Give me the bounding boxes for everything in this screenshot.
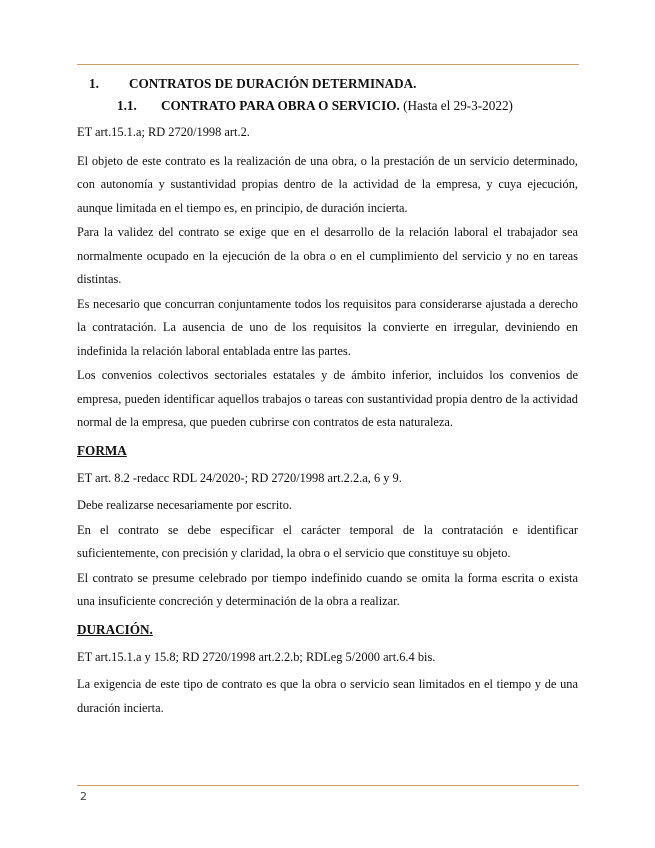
- heading-2-title: CONTRATO PARA OBRA O SERVICIO.: [161, 98, 400, 113]
- intro-reference: ET art.15.1.a; RD 2720/1998 art.2.: [77, 125, 250, 139]
- forma-paragraph-1: Debe realizarse necesariamente por escrito.: [77, 498, 292, 512]
- section-heading-duracion: DURACIÓN.: [77, 621, 153, 637]
- duracion-reference: ET art.15.1.a y 15.8; RD 2720/1998 art.2.2.b; RDLeg 5/2000 art.6.4 bis.: [77, 649, 436, 664]
- header-rule: [77, 64, 579, 65]
- heading-2-number: 1.1.: [117, 98, 137, 113]
- forma-reference: ET art. 8.2 -redacc RDL 24/2020-; RD 2720/1998 art.2.2.a, 6 y 9.: [77, 470, 402, 485]
- heading-1: [77, 73, 578, 95]
- forma-paragraph-3: El contrato se presume celebrado por tiempo indefinido cuando se omita la forma escrita o exista una insuficiente concreción y determinación de la obra a realizar.: [77, 570, 578, 608]
- heading-2-note: (Hasta el 29-3-2022): [399, 98, 513, 113]
- intro-paragraph-2: Para la validez del contrato se exige que en el desarrollo de la relación laboral el trabajador sea normalmente ocupado en la ejecución de la obra o en el cumplimiento del servicio y no en tareas distintas.: [77, 225, 578, 286]
- section-heading-forma: FORMA: [77, 442, 127, 458]
- intro-paragraph-3: Es necesario que concurran conjuntamente todos los requisitos para considerarse ajustada a derecho la contratación. La ausencia de uno de los requisitos la convierte en irregular, deviniendo en indefinida la relación laboral entablada entre las partes.: [77, 296, 578, 358]
- intro-paragraph-1: El objeto de este contrato es la realización de una obra, o la prestación de un servicio determinado, con autonomía y sustantividad propias dentro de la actividad de la empresa, y cuya ejecución, aunque limitada en el tiempo es, en principio, de duración incierta.: [77, 153, 578, 215]
- forma-paragraph-2: En el contrato se debe especificar el carácter temporal de la contratación e identificar suficientemente, con precisión y claridad, la obra o el servicio que constituye su objeto.: [77, 522, 578, 560]
- document-body: [77, 73, 578, 720]
- intro-paragraph-4: Los convenios colectivos sectoriales estatales y de ámbito inferior, incluidos los convenios de empresa, pueden identificar aquellos trabajos o tareas con sustantividad propia dentro de la actividad normal de la empresa, que pueden cubrirse con contratos de esta naturaleza.: [77, 368, 578, 429]
- duracion-paragraph-1: La exigencia de este tipo de contrato es que la obra o servicio sean limitados en el tiempo y de una duración incierta.: [77, 677, 578, 715]
- page-number: 2: [80, 790, 87, 803]
- footer-rule: [77, 785, 579, 786]
- heading-1-number: 1.: [89, 76, 99, 91]
- heading-1-title: CONTRATOS DE DURACIÓN DETERMINADA.: [129, 76, 417, 91]
- heading-2: [77, 95, 578, 117]
